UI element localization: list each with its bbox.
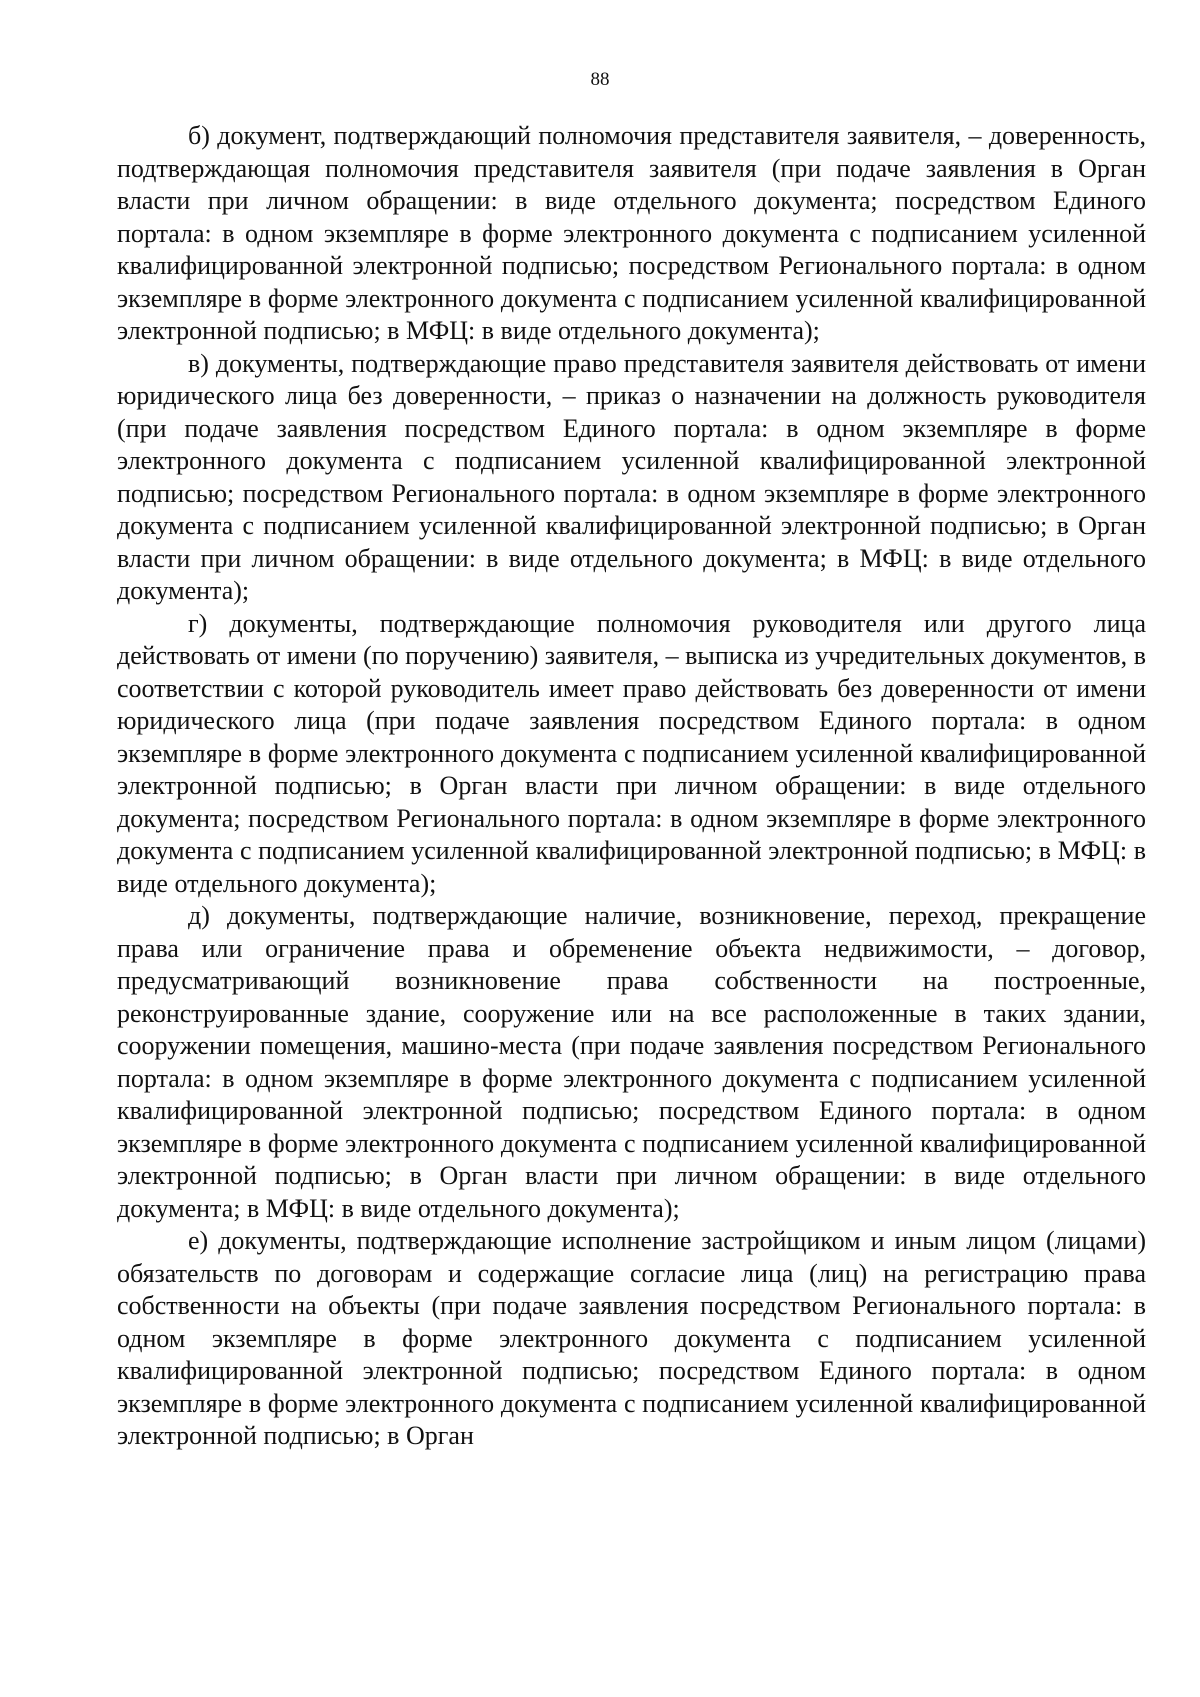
paragraph-v: в) документы, подтверждающие право представителя заявителя действовать от имени юридического лица без доверенности, – приказ о назначении на должность руководителя (при подаче заявления посредством Единого портала: в одном экземпляре в форме электронного документа с подписанием усиленной квалифицированной электронной подписью; посредством Регионального портала: в одном экземпляре в форме электронного документа с подписанием усиленной квалифицированной электронной подписью; в Орган власти при личном обращении: в виде отдельного документа; в МФЦ: в виде отдельного документа); [117, 348, 1146, 605]
document-body [117, 120, 1146, 1453]
paragraph-e: е) документы, подтверждающие исполнение застройщиком и иным лицом (лицами) обязательств по договорам и содержащие согласие лица (лиц) на регистрацию права собственности на объекты (при подаче заявления посредством Регионального портала: в одном экземпляре в форме электронного документа с подписанием усиленной квалифицированной электронной подписью; посредством Единого портала: в одном экземпляре в форме электронного документа с подписанием усиленной квалифицированной электронной подписью; в Орган [117, 1226, 1146, 1450]
paragraph-b: б) документ, подтверждающий полномочия представителя заявителя, – доверенность, подтверждающая полномочия представителя заявителя (при подаче заявления в Орган власти при личном обращении: в виде отдельного документа; посредством Единого портала: в одном экземпляре в форме электронного документа с подписанием усиленной квалифицированной электронной подписью; посредством Регионального портала: в одном экземпляре в форме электронного документа с подписанием усиленной квалифицированной электронной подписью; в МФЦ: в виде отдельного документа); [117, 121, 1146, 345]
paragraph-g: г) документы, подтверждающие полномочия руководителя или другого лица действовать от имени (по поручению) заявителя, – выписка из учредительных документов, в соответствии с которой руководитель имеет право действовать без доверенности от имени юридического лица (при подаче заявления посредством Единого портала: в одном экземпляре в форме электронного документа с подписанием усиленной квалифицированной электронной подписью; в Орган власти при личном обращении: в виде отдельного документа; посредством Регионального портала: в одном экземпляре в форме электронного документа с подписанием усиленной квалифицированной электронной подписью; в МФЦ: в виде отдельного документа); [117, 608, 1146, 898]
page-number: 88 [590, 69, 610, 90]
paragraph-d: д) документы, подтверждающие наличие, возникновение, переход, прекращение права или ограничение права и обременение объекта недвижимости, – договор, предусматривающий возникновение права собственности на построенные, реконструированные здание, сооружение или на все расположенные в таких здании, сооружении помещения, машино-места (при подаче заявления посредством Регионального портала: в одном экземпляре в форме электронного документа с подписанием усиленной квалифицированной электронной подписью; посредством Единого портала: в одном экземпляре в форме электронного документа с подписанием усиленной квалифицированной электронной подписью; в Орган власти при личном обращении: в виде отдельного документа; в МФЦ: в виде отдельного документа); [117, 901, 1146, 1223]
